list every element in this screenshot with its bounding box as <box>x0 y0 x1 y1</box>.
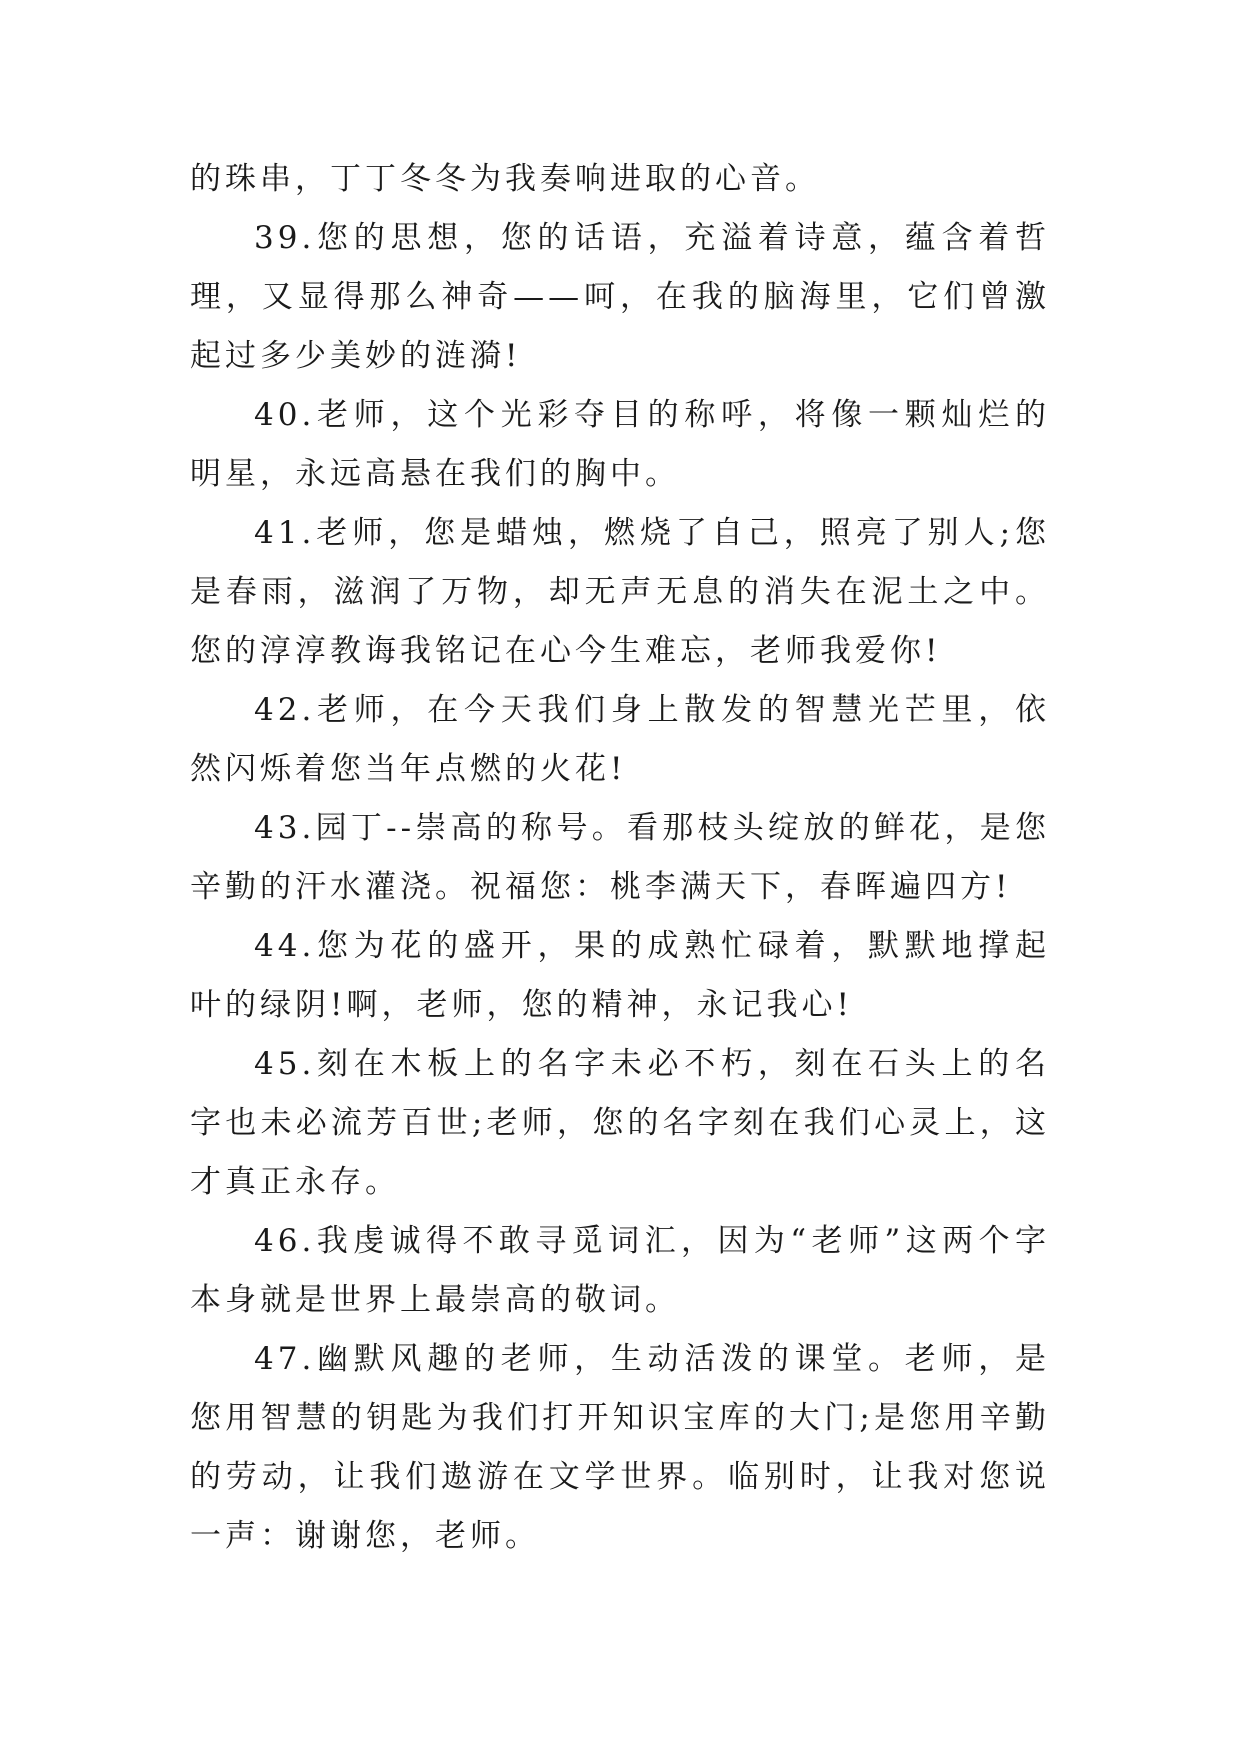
paragraph-47: 47.幽默风趣的老师，生动活泼的课堂。老师，是您用智慧的钥匙为我们打开知识宝库的大门;是您用辛勤的劳动，让我们遨游在文学世界。临别时，让我对您说一声：谢谢您，老师。 <box>190 1341 1050 1554</box>
document-page <box>190 150 1050 1566</box>
paragraph-39: 39.您的思想，您的话语，充溢着诗意，蕴含着哲理，又显得那么神奇——呵，在我的脑海里，它们曾激起过多少美妙的涟漪! <box>190 220 1050 374</box>
paragraph-40: 40.老师，这个光彩夺目的称呼，将像一颗灿烂的明星，永远高悬在我们的胸中。 <box>190 397 1050 492</box>
paragraph-44: 44.您为花的盛开，果的成熟忙碌着，默默地撑起叶的绿阴!啊，老师，您的精神，永记我心! <box>190 928 1050 1023</box>
paragraph-41: 41.老师，您是蜡烛，燃烧了自己，照亮了别人;您是春雨，滋润了万物，却无声无息的消失在泥土之中。您的淳淳教诲我铭记在心今生难忘，老师我爱你! <box>190 515 1050 669</box>
paragraph-continuation: 的珠串，丁丁冬冬为我奏响进取的心音。 <box>190 161 820 197</box>
paragraph-42: 42.老师，在今天我们身上散发的智慧光芒里，依然闪烁着您当年点燃的火花! <box>190 692 1050 787</box>
paragraph-46: 46.我虔诚得不敢寻觅词汇，因为“老师”这两个字本身就是世界上最崇高的敬词。 <box>190 1223 1050 1318</box>
paragraph-43: 43.园丁--崇高的称号。看那枝头绽放的鲜花，是您辛勤的汗水灌浇。祝福您：桃李满天下，春晖遍四方! <box>190 810 1050 905</box>
paragraph-45: 45.刻在木板上的名字未必不朽，刻在石头上的名字也未必流芳百世;老师，您的名字刻在我们心灵上，这才真正永存。 <box>190 1046 1050 1200</box>
